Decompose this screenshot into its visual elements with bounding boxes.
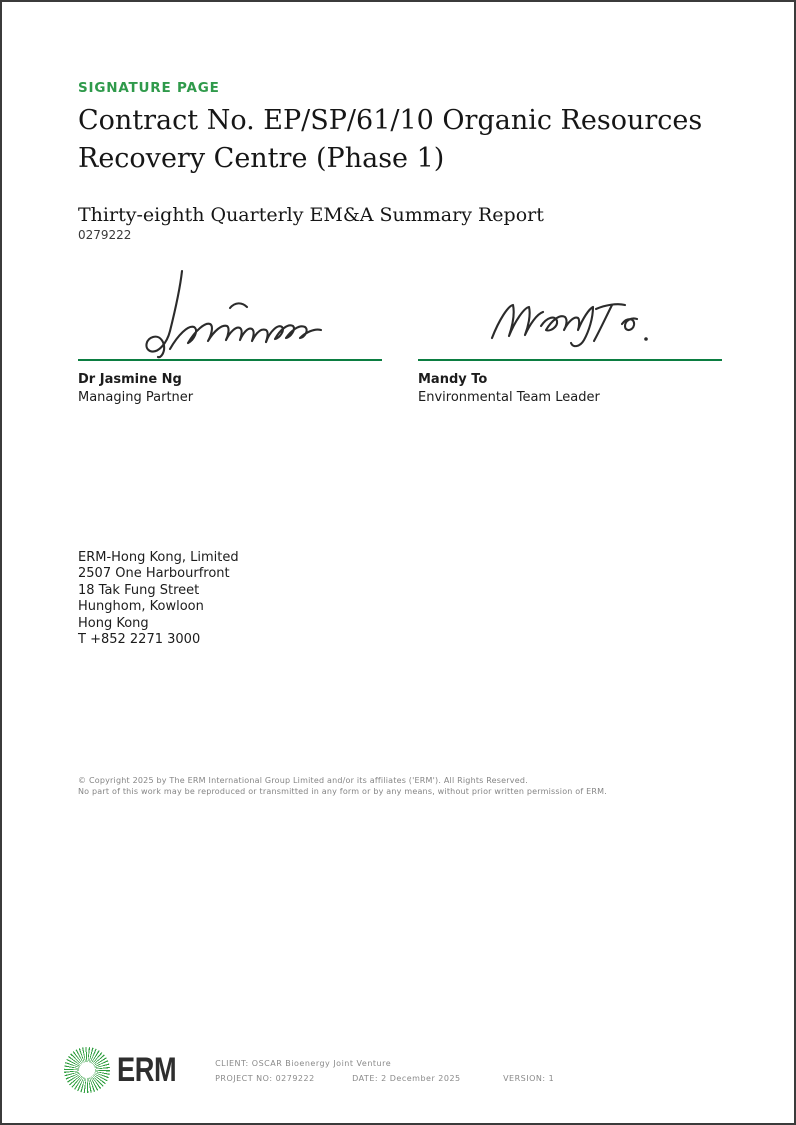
erm-logo-text: ERM	[117, 1050, 177, 1089]
footer-project-row	[215, 1074, 554, 1083]
company-address-block	[78, 550, 239, 648]
copyright-line: No part of this work may be reproduced or transmitted in any form or by any means, without prior written permission of ERM.	[78, 786, 608, 796]
copyright-line: © Copyright 2025 by The ERM International Group Limited and/or its affiliates ('ERM'). All Rights Reserved.	[78, 776, 528, 785]
page-footer	[64, 1046, 554, 1094]
erm-starburst-icon	[64, 1047, 110, 1093]
version-label: VERSION:	[503, 1074, 546, 1083]
signature-row	[78, 265, 722, 405]
erm-logo	[64, 1047, 191, 1093]
signature-rule-left	[78, 359, 382, 361]
version-cell	[503, 1074, 554, 1083]
footer-client-row	[215, 1059, 554, 1068]
address-line: Hong Kong	[78, 615, 149, 631]
date-value: 2 December 2025	[381, 1074, 461, 1083]
address-phone: T +852 2271 3000	[78, 632, 201, 648]
jasmine-signature-icon	[142, 267, 374, 359]
project-label: PROJECT NO:	[215, 1074, 273, 1083]
version-value: 1	[548, 1074, 555, 1083]
eyebrow-heading: SIGNATURE PAGE	[78, 80, 220, 96]
document-title: Contract No. EP/SP/61/10 Organic Resources Recovery Centre (Phase 1)	[78, 105, 703, 174]
address-line: ERM-Hong Kong, Limited	[78, 550, 239, 565]
project-number: 0279222	[78, 228, 132, 242]
address-line: 2507 One Harbourfront	[78, 566, 230, 582]
document-subtitle: Thirty-eighth Quarterly EM&A Summary Report	[78, 204, 544, 226]
footer-metadata	[215, 1057, 554, 1083]
signatory-block-right	[418, 265, 722, 405]
signatory-title: Environmental Team Leader	[418, 390, 600, 405]
signature-rule-right	[418, 359, 722, 361]
address-line: 18 Tak Fung Street	[78, 582, 200, 598]
date-cell	[352, 1074, 503, 1083]
client-value: OSCAR Bioenergy Joint Venture	[251, 1059, 392, 1068]
mandy-to-signature-icon	[484, 298, 652, 352]
signatory-title: Managing Partner	[78, 390, 194, 405]
date-label: DATE:	[352, 1074, 379, 1083]
project-value: 0279222	[275, 1074, 315, 1083]
signature-area-left	[78, 265, 382, 359]
copyright-notice	[78, 776, 607, 797]
address-line: Hunghom, Kowloon	[78, 599, 204, 615]
client-label: CLIENT:	[215, 1059, 249, 1068]
signatory-name: Mandy To	[418, 372, 488, 387]
signatory-name: Dr Jasmine Ng	[78, 372, 182, 387]
signature-area-right	[418, 265, 722, 359]
signatory-block-left	[78, 265, 382, 405]
project-cell	[215, 1074, 352, 1083]
